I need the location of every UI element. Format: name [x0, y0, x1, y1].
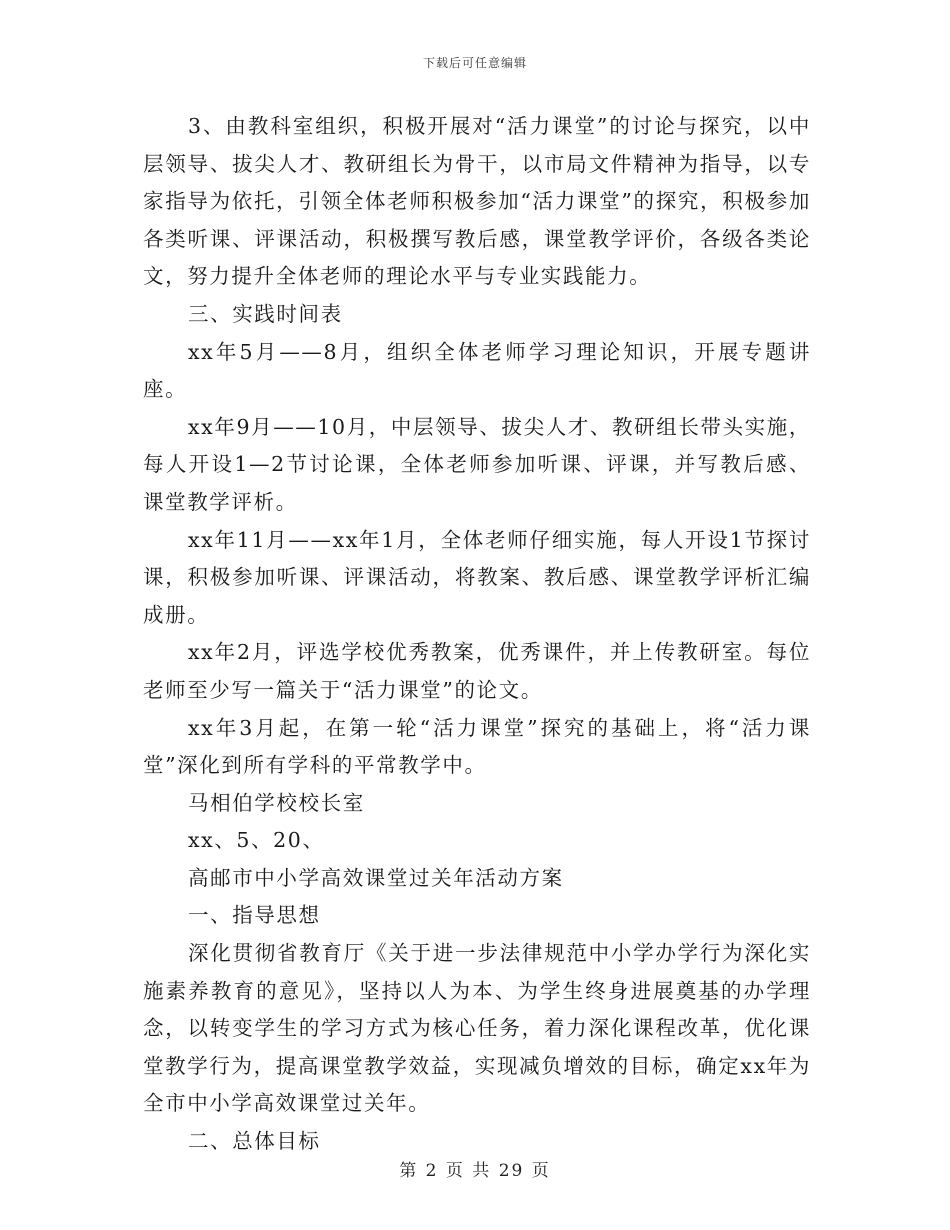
footer-prefix: 第: [399, 1161, 419, 1181]
section-heading-overall-goal: 二、总体目标: [188, 1129, 321, 1154]
footer-middle: 页 共: [445, 1161, 492, 1181]
header-note: 下载后可任意编辑: [422, 56, 527, 70]
signature-office: 马相伯学校校长室: [188, 790, 365, 815]
paragraph-guiding-thought: 深化贯彻省教育厅《关于进一步法律规范中小学办学行为深化实施素养教育的意见》，坚持以人为本、为学生终身进展奠基的办学理念，以转变学生的学习方式为核心任务，着力深化课程改革，优化课堂教学行为，提高课堂教学效益，实现减负增效的目标，确定xx年为全市中小学高效课堂过关年。: [143, 941, 811, 1116]
schedule-item-sep-oct: xx年9月——10月，中层领导、拔尖人才、教研组长带头实施，每人开设1—2节讨论课，全体老师参加听课、评课，并写教后感、课堂教学评析。: [143, 414, 811, 514]
schedule-item-may-aug: xx年5月——8月，组织全体老师学习理论知识，开展专题讲座。: [143, 339, 811, 402]
paragraph-item-3-organize: 3、由教科室组织，积极开展对“活力课堂”的讨论与探究，以中层领导、拔尖人才、教研组长为骨干，以市局文件精神为指导，以专家指导为依托，引领全体老师积极参加“活力课堂”的探究，积极参加各类听课、评课活动，积极撰写教后感，课堂教学评价，各级各类论文，努力提升全体老师的理论水平与专业实践能力。: [143, 114, 811, 289]
schedule-item-mar: xx年3月起，在第一轮“活力课堂”探究的基础上，将“活力课堂”深化到所有学科的平常教学中。: [143, 715, 811, 778]
page-footer: [0, 1156, 950, 1181]
footer-total-pages: 29: [498, 1161, 525, 1181]
schedule-item-nov-jan: xx年11月——xx年1月，全体老师仔细实施，每人开设1节探讨课，积极参加听课、评课活动，将教案、教后感、课堂教学评析汇编成册。: [143, 527, 811, 627]
section-heading-schedule: 三、实践时间表: [188, 301, 343, 326]
footer-current-page: 2: [425, 1161, 439, 1181]
document-title-gaoyou: 高邮市中小学高效课堂过关年活动方案: [188, 865, 564, 890]
section-heading-guiding-thought: 一、指导思想: [188, 903, 321, 928]
signature-date: xx、5、20、: [188, 828, 325, 853]
schedule-item-feb: xx年2月，评选学校优秀教案，优秀课件，并上传教研室。每位老师至少写一篇关于“活力课堂”的论文。: [143, 640, 811, 702]
footer-suffix: 页: [531, 1161, 551, 1181]
document-body: [143, 108, 811, 1161]
